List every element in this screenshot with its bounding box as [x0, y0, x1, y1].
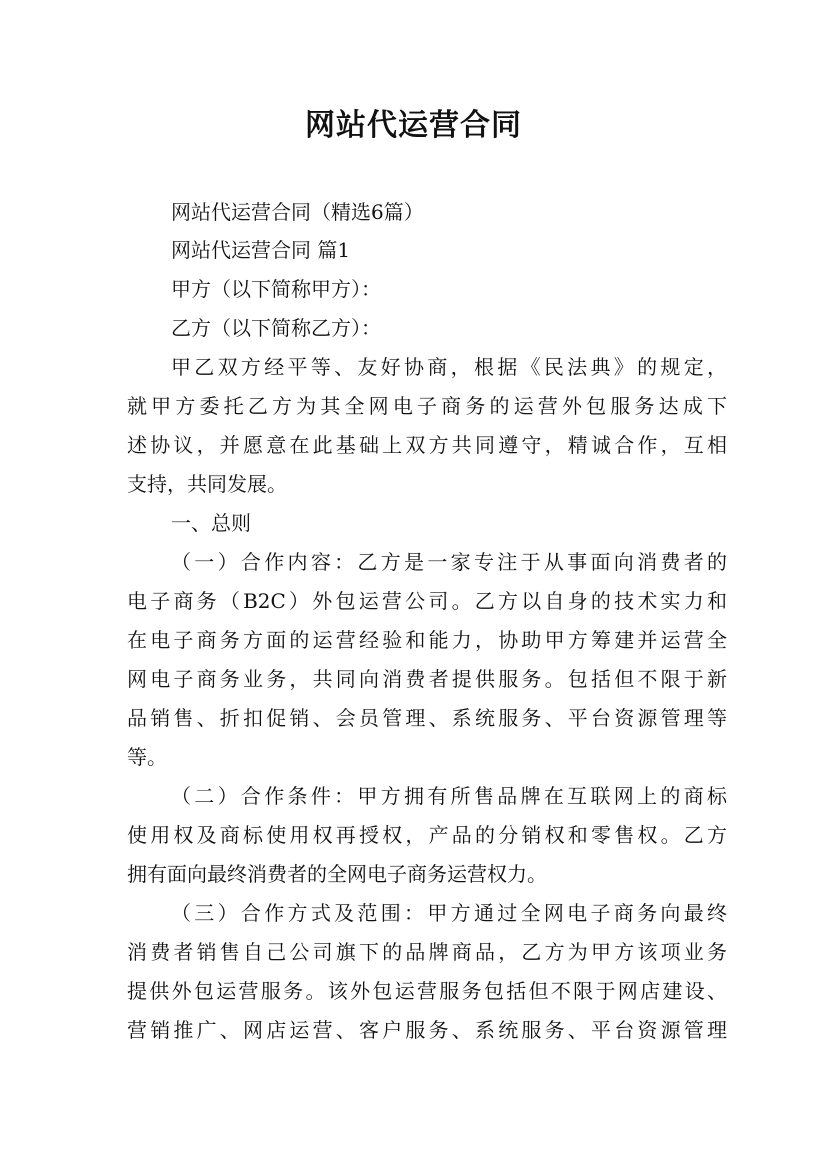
paragraph-line: 提供外包运营服务。该外包运营服务包括但不限于网店建设、	[127, 979, 727, 1003]
paragraph-line: 支持，共同发展。	[127, 472, 287, 496]
paragraph-line: 就甲方委托乙方为其全网电子商务的运营外包服务达成下	[127, 394, 727, 418]
paragraph-line: 电子商务（B2C）外包运营公司。乙方以自身的技术实力和	[127, 589, 727, 613]
paragraph-line: （三）合作方式及范围：甲方通过全网电子商务向最终	[171, 901, 727, 925]
document-title: 网站代运营合同	[305, 108, 522, 143]
paragraph-line: 品销售、折扣促销、会员管理、系统服务、平台资源管理等	[127, 706, 727, 730]
paragraph-line: 营销推广、网店运营、客户服务、系统服务、平台资源管理	[127, 1018, 727, 1042]
paragraph-line: 使用权及商标使用权再授权，产品的分销权和零售权。乙方	[127, 823, 727, 847]
paragraph-line: （一）合作内容：乙方是一家专注于从事面向消费者的	[171, 550, 727, 574]
paragraph-line: 等。	[127, 745, 167, 769]
paragraph-line: 拥有面向最终消费者的全网电子商务运营权力。	[127, 862, 547, 886]
paragraph-line: 述协议，并愿意在此基础上双方共同遵守，精诚合作，互相	[127, 433, 727, 457]
paragraph-line: 消费者销售自己公司旗下的品牌商品，乙方为甲方该项业务	[127, 940, 727, 964]
party-a-line: 甲方（以下简称甲方）：	[171, 277, 381, 301]
paragraph-line: 在电子商务方面的运营经验和能力，协助甲方筹建并运营全	[127, 628, 727, 652]
party-b-line: 乙方（以下简称乙方）：	[171, 316, 381, 340]
paragraph-line: 网电子商务业务，共同向消费者提供服务。包括但不限于新	[127, 667, 727, 691]
section-heading: 网站代运营合同 篇1	[171, 238, 351, 262]
chapter-heading: 一、总则	[171, 511, 251, 535]
subtitle-line: 网站代运营合同（精选6篇）	[171, 200, 424, 224]
paragraph-line: 甲乙双方经平等、友好协商，根据《民法典》的规定，	[171, 355, 727, 379]
paragraph-line: （二）合作条件：甲方拥有所售品牌在互联网上的商标	[171, 784, 727, 808]
